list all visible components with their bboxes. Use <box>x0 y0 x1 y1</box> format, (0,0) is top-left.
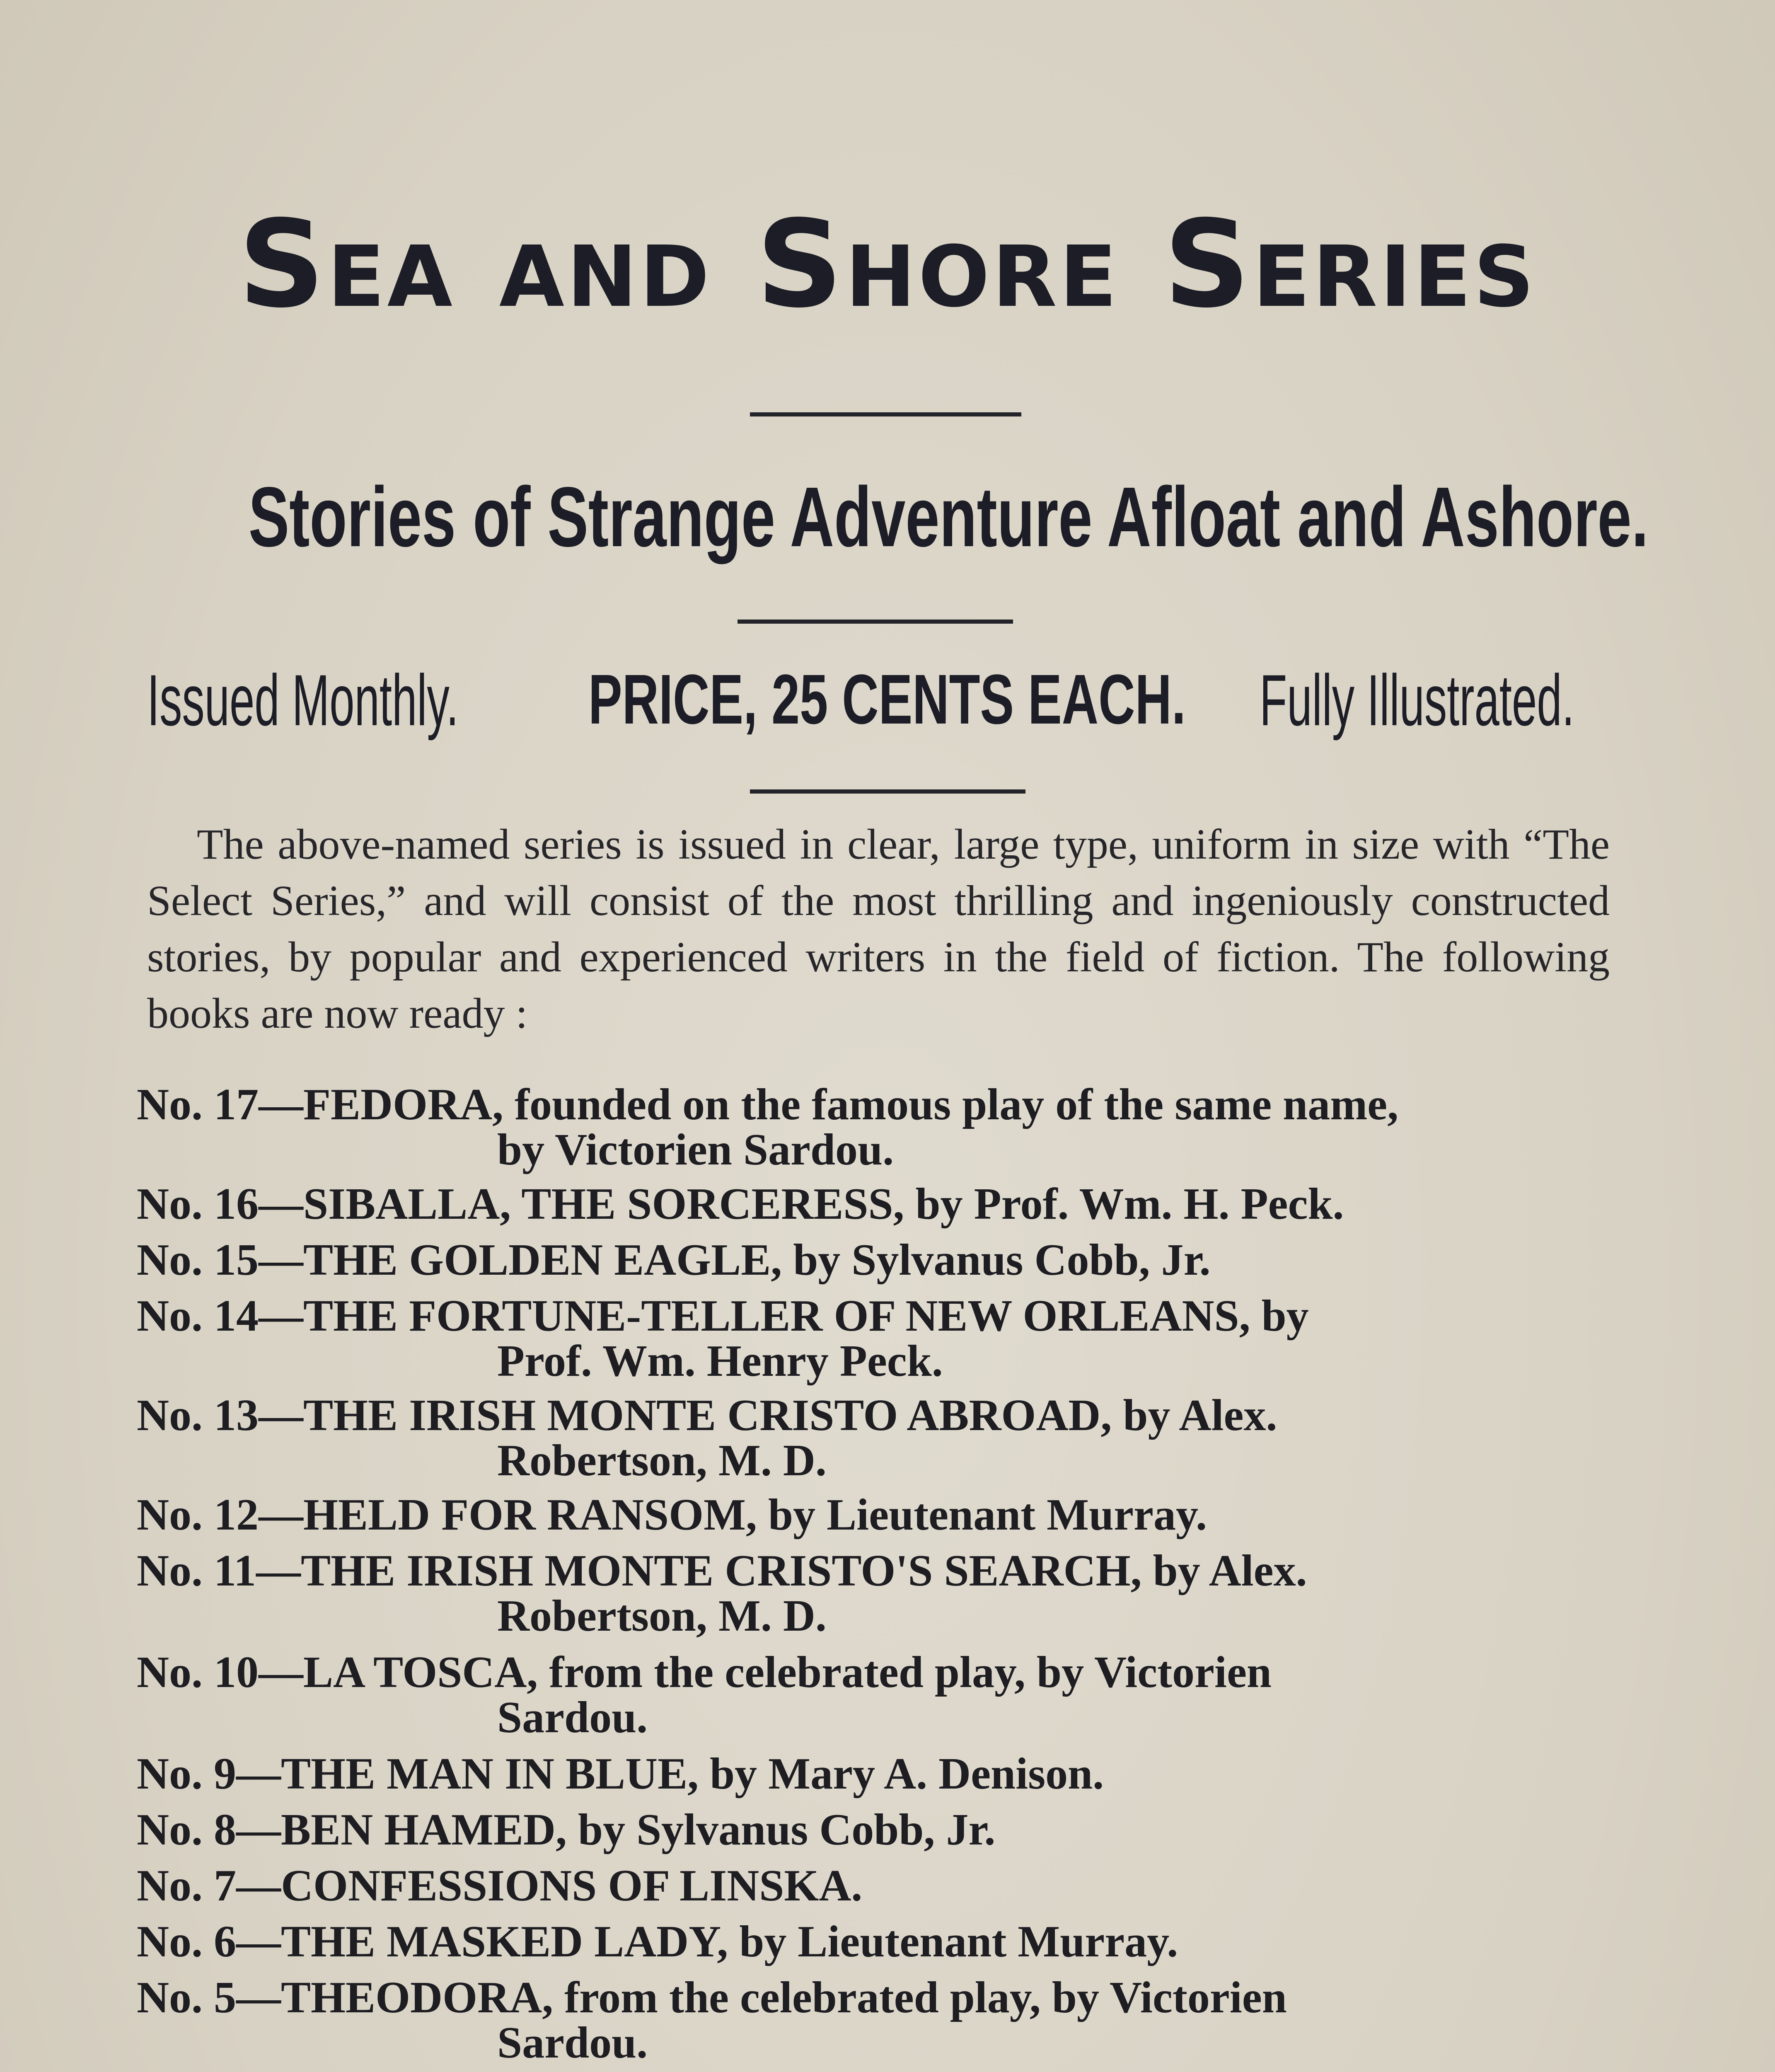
book-entry <box>137 1919 1612 1965</box>
issued-monthly: Issued Monthly. <box>147 660 459 741</box>
book-entry-line: No. 11—THE IRISH MONTE CRISTO'S SEARCH, by Alex. <box>137 1546 1307 1595</box>
book-entry-line: No. 16—SIBALLA, THE SORCERESS, by Prof. Wm. H. Peck. <box>137 1179 1344 1229</box>
book-entry-line: No. 14—THE FORTUNE-TELLER OF NEW ORLEANS, by <box>137 1291 1309 1341</box>
book-entry-line: No. 9—THE MAN IN BLUE, by Mary A. Denison. <box>137 1749 1104 1798</box>
divider-rule <box>750 412 1021 416</box>
price-label: PRICE, 25 CENTS EACH. <box>588 660 1186 739</box>
book-entry-continuation: Sardou. <box>497 1693 648 1742</box>
book-entry-continuation: by Victorien Sardou. <box>497 1125 894 1174</box>
book-entry <box>137 1863 1612 1909</box>
series-title: Sea and Shore Series <box>238 195 1537 334</box>
book-entry-continuation: Robertson, M. D. <box>497 1591 827 1641</box>
divider-rule <box>750 789 1025 794</box>
book-entry <box>137 1751 1612 1797</box>
book-entry-line: No. 6—THE MASKED LADY, by Lieutenant Murray. <box>137 1917 1178 1966</box>
book-entry-line: No. 7—CONFESSIONS OF LINSKA. <box>137 1861 863 1910</box>
book-entry-line: No. 10—LA TOSCA, from the celebrated play, by Victorien <box>137 1648 1272 1697</box>
divider-rule <box>738 620 1013 624</box>
book-entry <box>137 1546 1612 1641</box>
book-entry <box>137 1181 1612 1227</box>
book-entry <box>137 1975 1612 2065</box>
book-entry <box>137 1391 1612 1485</box>
fully-illustrated: Fully Illustrated. <box>1260 660 1574 741</box>
book-entry <box>137 1807 1612 1853</box>
book-entry-continuation: Prof. Wm. Henry Peck. <box>497 1336 943 1386</box>
book-entry-line: No. 5—THEODORA, from the celebrated play, by Victorien <box>137 1973 1287 2022</box>
book-entry-continuation: Robertson, M. D. <box>497 1436 827 1485</box>
book-entry <box>137 1648 1612 1742</box>
book-entry-line: No. 15—THE GOLDEN EAGLE, by Sylvanus Cobb, Jr. <box>137 1235 1211 1285</box>
book-entry-continuation: Sardou. <box>497 2018 648 2067</box>
series-subtitle: Stories of Strange Adventure Afloat and Ashore. <box>248 470 1649 564</box>
book-entry-line: No. 13—THE IRISH MONTE CRISTO ABROAD, by Alex. <box>137 1391 1277 1440</box>
book-entry-line: No. 8—BEN HAMED, by Sylvanus Cobb, Jr. <box>137 1805 996 1854</box>
book-entry-line: No. 12—HELD FOR RANSOM, by Lieutenant Murray. <box>137 1490 1207 1539</box>
book-entry <box>137 1082 1612 1172</box>
book-entry <box>137 1492 1612 1538</box>
book-entry <box>137 1291 1612 1386</box>
book-entry <box>137 1237 1612 1283</box>
intro-paragraph: The above-named series is issued in clear, large type, uniform in size with “The Select Series,” and will consist of the most thrilling and ingeniously constructed stories, by popular and experienced writers in the field of fiction. The following books are now ready : <box>147 821 1610 1037</box>
book-entry-line: No. 17—FEDORA, founded on the famous play of the same name, <box>137 1080 1399 1129</box>
